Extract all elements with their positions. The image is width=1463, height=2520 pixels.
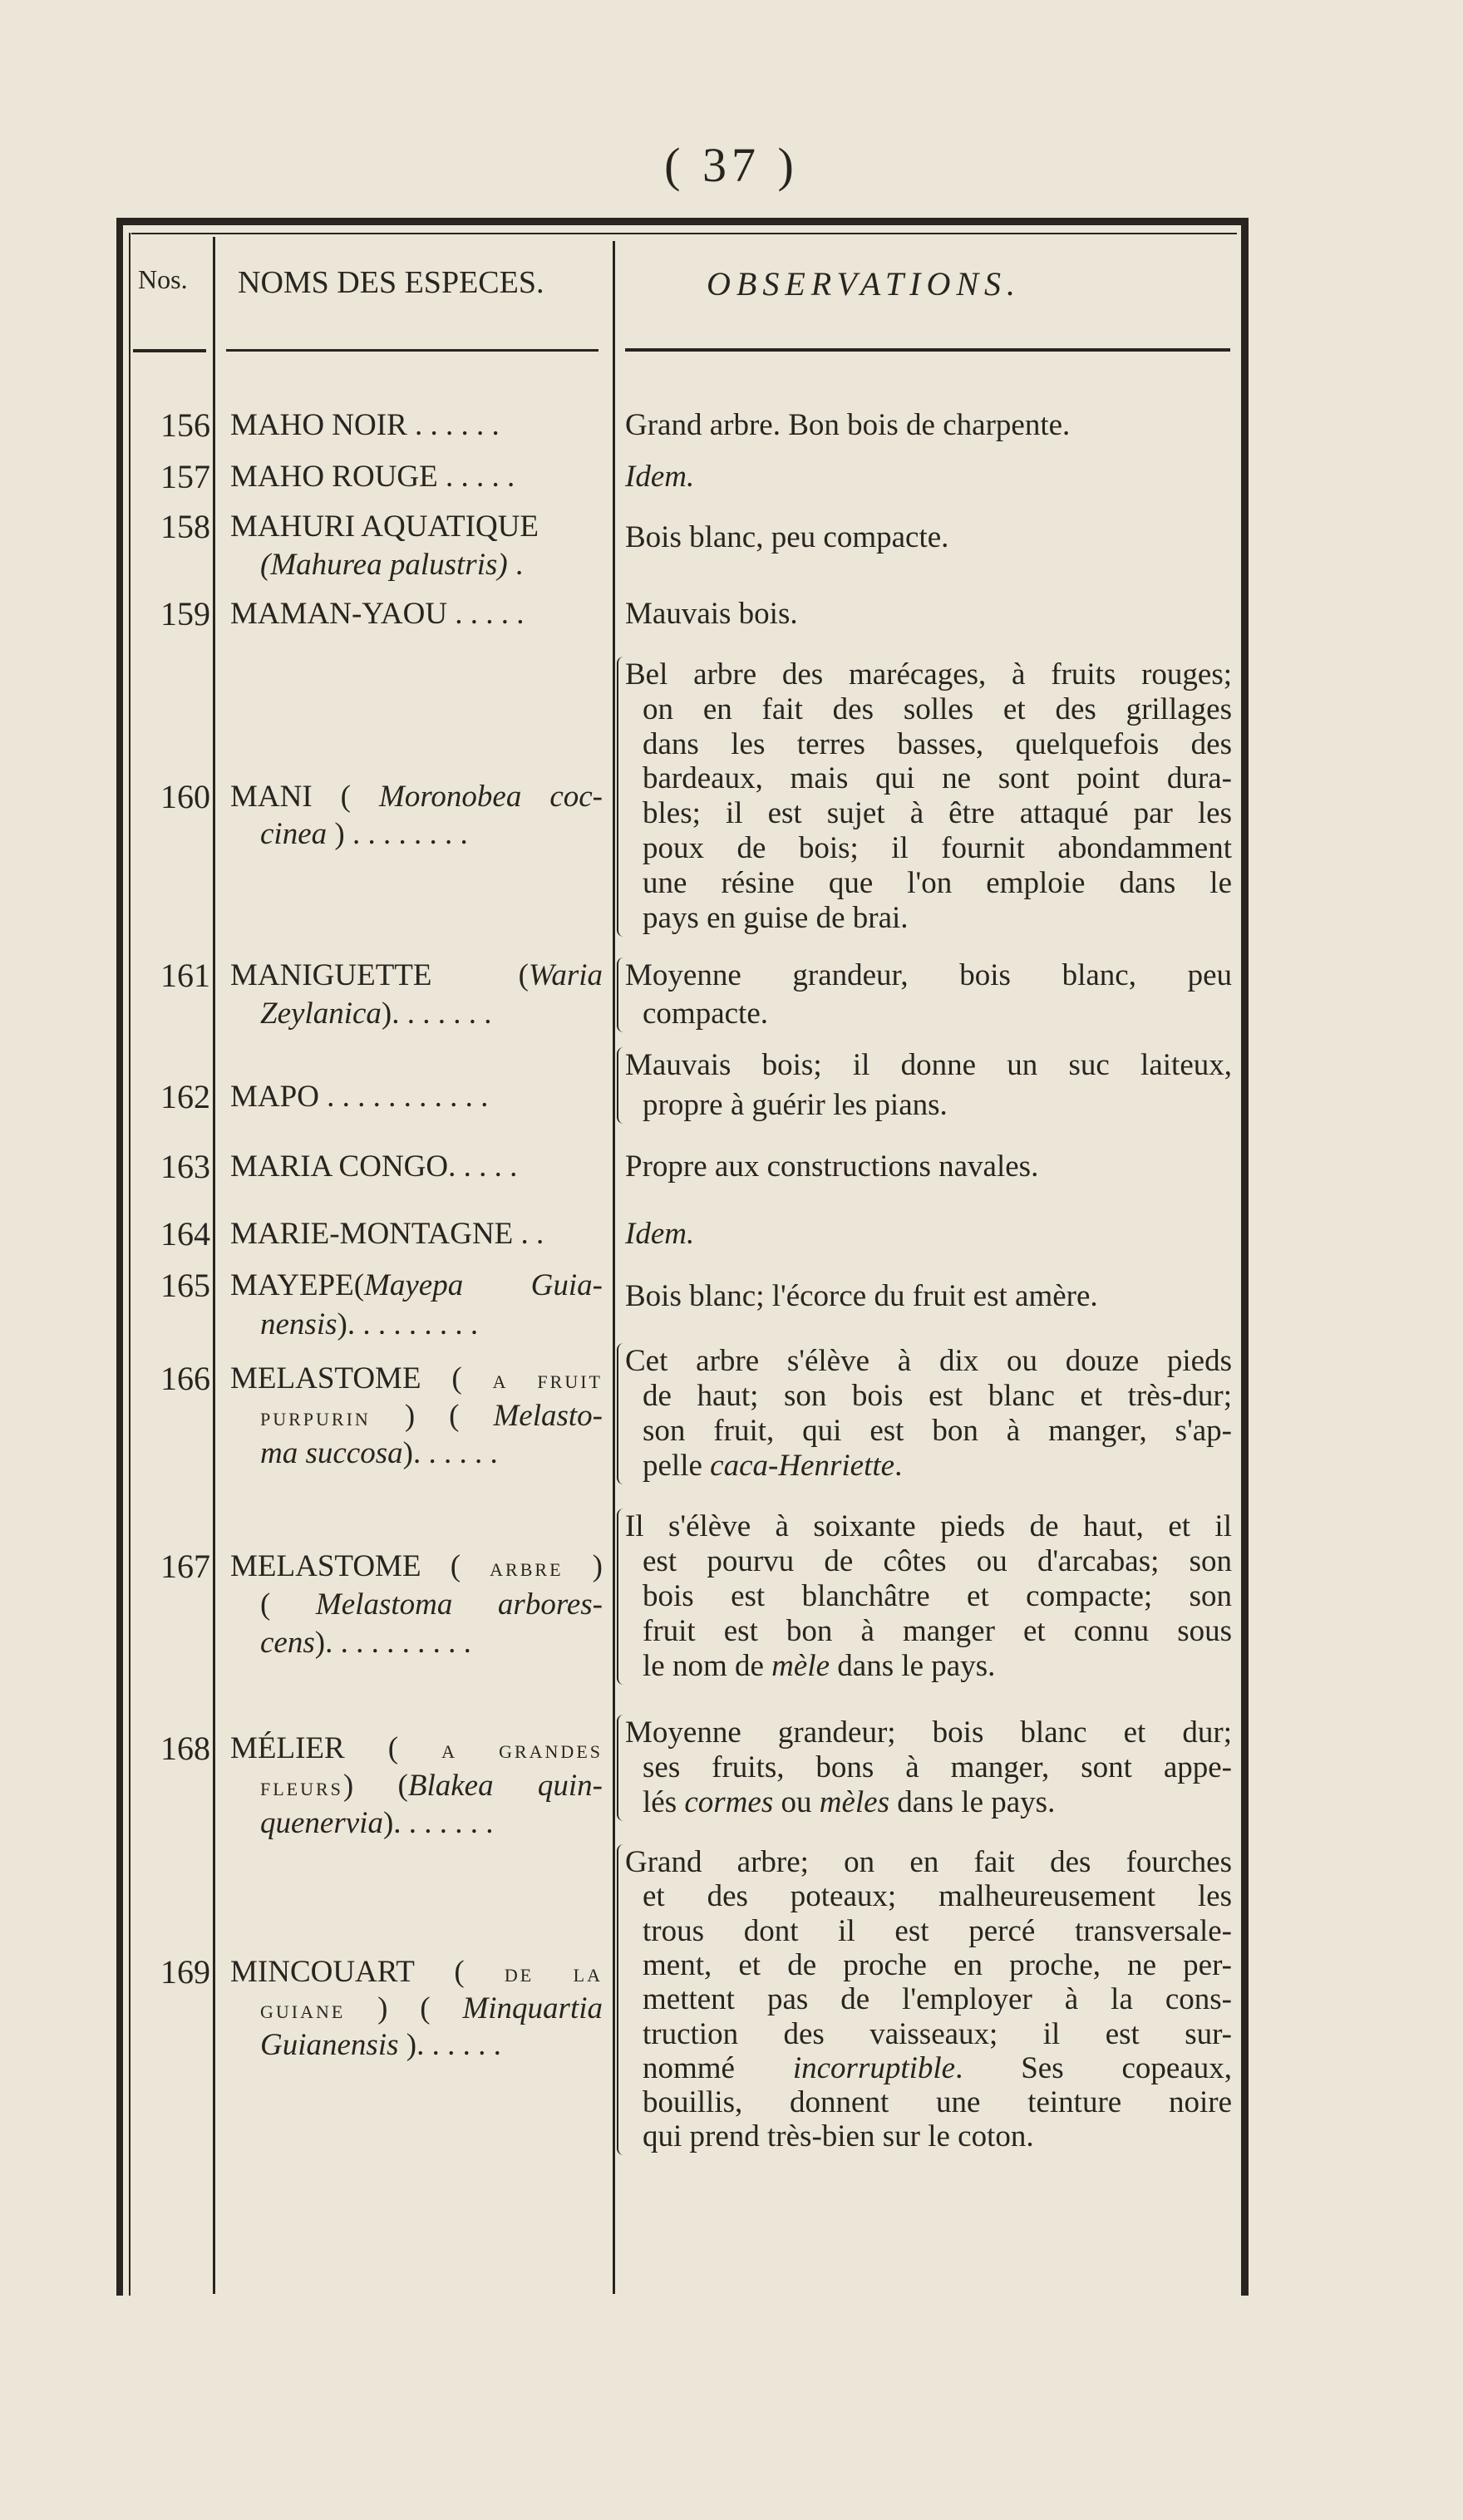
observation-line [625, 1215, 1232, 1253]
species-name-line [230, 1215, 603, 1253]
text-segment: MARIE-MONTAGNE . . [230, 1217, 544, 1251]
text-segment: est pourvu de côtes ou d'arcabas; son [643, 1544, 1232, 1578]
row-number: 156 [160, 406, 210, 444]
observation-line [643, 1878, 1232, 1916]
text-segment: de haut; son bois est blanc et très-dur; [643, 1379, 1232, 1413]
text-segment: et des poteaux; malheureusement les [643, 1879, 1232, 1914]
row-number: 158 [160, 508, 210, 545]
observation-line [625, 1277, 1232, 1316]
text-segment: propre à guérir les pians. [643, 1088, 948, 1122]
text-segment: GUIANE [260, 2001, 346, 2022]
column-divider-2 [613, 241, 615, 2294]
text-segment: A GRANDES [441, 1741, 603, 1762]
text-segment: Grand arbre. Bon bois de charpente. [625, 408, 1071, 442]
species-name-line [260, 995, 603, 1033]
observation-line [625, 406, 1232, 445]
text-segment: dans le pays. [830, 1649, 996, 1683]
row-number: 163 [160, 1148, 210, 1185]
row-number: 166 [160, 1360, 210, 1397]
species-name-line [230, 1730, 603, 1771]
species-name-line [230, 1360, 603, 1401]
text-segment: mèles [819, 1785, 889, 1819]
text-segment: ). . . . . . [402, 1436, 498, 1470]
text-segment: ment, et de proche en proche, ne per- [643, 1947, 1232, 1982]
row-number: 162 [160, 1078, 210, 1115]
species-name-line [230, 1548, 603, 1589]
species-name-line [230, 595, 603, 633]
species-name-line [260, 1804, 603, 1843]
text-segment: ). . . . . . . [381, 997, 492, 1031]
text-segment: MAHURI AQUATIQUE [230, 509, 539, 544]
observation-line [643, 2016, 1232, 2054]
text-segment: MAPO . . . . . . . . . . . [230, 1080, 489, 1114]
observation-line [625, 656, 1232, 694]
table-top-rule [116, 218, 1249, 225]
observation-line [643, 1612, 1232, 1651]
text-segment: Idem. [625, 460, 695, 494]
row-number: 160 [160, 778, 210, 815]
text-segment: trous dont il est percé transversale- [643, 1913, 1232, 1948]
observation-line [643, 995, 1232, 1033]
text-segment: Bel arbre des marécages, à fruits rouges; [625, 657, 1232, 692]
text-segment: quenervia [260, 1806, 383, 1840]
species-name-line [230, 508, 603, 546]
species-name-line [260, 1767, 603, 1809]
species-name-line [230, 406, 603, 445]
text-segment: ). . . . . . [398, 2028, 501, 2062]
text-segment: pelle [643, 1449, 711, 1483]
row-number: 164 [160, 1215, 210, 1253]
text-segment: MINCOUART ( [230, 1955, 505, 1989]
observation-line [643, 691, 1232, 729]
text-segment: mettent pas de l'employer à la cons- [643, 1982, 1232, 2017]
column-divider-1 [213, 237, 215, 2294]
text-segment: . [894, 1449, 903, 1483]
text-segment: Mauvais bois. [625, 597, 798, 631]
text-segment: Bois blanc; l'écorce du fruit est amère. [625, 1279, 1098, 1313]
text-segment: cinea [260, 817, 328, 851]
text-segment: (Mahurea palustris) [260, 548, 508, 582]
observation-line [625, 1843, 1232, 1882]
text-segment: on en fait des solles et des grillages [643, 692, 1232, 726]
text-segment: Idem. [625, 1217, 695, 1251]
observation-line [625, 1342, 1232, 1381]
observation-line [643, 1947, 1232, 1985]
text-segment: Propre aux constructions navales. [625, 1149, 1039, 1184]
text-segment: nommé [643, 2050, 793, 2085]
text-segment: Zeylanica [260, 997, 382, 1031]
text-segment: dans le pays. [889, 1785, 1056, 1819]
species-name-line [230, 778, 603, 816]
table-left-inner [129, 233, 131, 2296]
observation-line [643, 1086, 1232, 1125]
table-right-border [1241, 218, 1249, 2296]
observation-line [643, 864, 1232, 903]
observation-line [643, 1981, 1232, 2019]
text-segment: bois est blanchâtre et compacte; son [643, 1579, 1232, 1613]
row-number: 161 [160, 957, 210, 994]
species-name-line [260, 2026, 603, 2065]
row-number: 159 [160, 595, 210, 632]
text-segment: A FRUIT [492, 1371, 603, 1392]
text-segment: Moyenne grandeur; bois blanc et dur; [625, 1715, 1232, 1750]
text-segment: le nom de [643, 1649, 772, 1683]
text-segment: Melastoma arbores- [315, 1587, 603, 1622]
text-segment: FLEURS [260, 1779, 343, 1799]
species-name-line [260, 1397, 603, 1439]
observation-line [643, 1577, 1232, 1616]
observation-line [643, 1912, 1232, 1951]
text-segment: ) [563, 1549, 603, 1583]
text-segment: Minquartia [462, 1991, 603, 2025]
text-segment: ) ( [345, 1991, 463, 2025]
text-segment: pays en guise de brai. [643, 900, 909, 935]
text-segment: ). . . . . . . . . . [314, 1626, 471, 1660]
observation-line [643, 1412, 1232, 1450]
species-name-line [230, 1078, 603, 1116]
text-segment: ARBRE [490, 1559, 564, 1580]
text-segment: MARIA CONGO. . . . . [230, 1149, 518, 1184]
text-segment: bardeaux, mais qui ne sont point dura- [643, 761, 1232, 796]
observation-line [643, 795, 1232, 833]
observation-line [643, 760, 1232, 798]
text-segment: MANIGUETTE ( [230, 958, 529, 992]
brace [617, 1509, 623, 1685]
observation-line [643, 829, 1232, 868]
header-rule-2 [226, 349, 598, 352]
text-segment: une résine que l'on emploie dans le [643, 865, 1232, 900]
brace [617, 1715, 623, 1821]
observation-line [625, 595, 1232, 633]
text-segment: Bois blanc, peu compacte. [625, 520, 949, 554]
header-rule-3 [625, 348, 1230, 352]
text-segment: . [507, 548, 524, 582]
observation-line [625, 1508, 1232, 1546]
header-rule-1 [133, 349, 206, 352]
text-segment: . Ses copeaux, [955, 2050, 1232, 2085]
text-segment: Moronobea coc- [379, 780, 603, 814]
species-name-line [230, 1267, 603, 1305]
text-segment: bles; il est sujet à être attaqué par les [643, 796, 1232, 831]
text-segment: Blakea quin- [407, 1769, 603, 1803]
species-name-line [260, 1435, 603, 1473]
row-number: 168 [160, 1730, 210, 1767]
species-name-line [260, 1306, 603, 1344]
text-segment: MAYEPE( [230, 1268, 365, 1302]
table-top-inner-rule [131, 233, 1237, 234]
row-number: 169 [160, 1953, 210, 1991]
text-segment: ). . . . . . . [382, 1806, 494, 1840]
text-segment: DE LA [504, 1965, 603, 1986]
observation-line [643, 726, 1232, 764]
text-segment: fruit est bon à manger et connu sous [643, 1614, 1232, 1648]
species-name-line [260, 1624, 603, 1662]
observation-line [643, 1543, 1232, 1581]
text-segment: ) ( [370, 1399, 494, 1433]
species-name-line [230, 957, 603, 995]
observation-line [643, 899, 1232, 938]
text-segment: son fruit, qui est bon à manger, s'ap- [643, 1414, 1232, 1448]
text-segment: cormes [684, 1785, 774, 1819]
text-segment: Guianensis [260, 2028, 399, 2062]
observation-line [643, 1647, 1232, 1686]
observation-line [643, 1447, 1232, 1485]
text-segment: Cet arbre s'élève à dix ou douze pieds [625, 1344, 1232, 1378]
observation-line [625, 1148, 1232, 1186]
species-name-line [230, 458, 603, 496]
table-left-border [116, 218, 123, 2296]
text-segment: MELASTOME ( [230, 1549, 490, 1583]
brace [617, 1047, 623, 1124]
species-name-line [260, 1990, 603, 2031]
species-name-line [260, 546, 603, 584]
text-segment: nensis [260, 1307, 337, 1341]
brace [617, 1844, 623, 2155]
species-name-line [260, 1586, 603, 1624]
text-segment: Mayepa Guia- [364, 1268, 603, 1302]
text-segment: MAHO NOIR . . . . . . [230, 408, 500, 442]
header-observations: OBSERVATIONS. [707, 265, 1022, 303]
text-segment: poux de bois; il fournit abondamment [643, 831, 1232, 865]
header-number: Nos. [138, 264, 188, 294]
brace [617, 957, 623, 1032]
observation-line [643, 1784, 1232, 1822]
text-segment: PURPURIN [260, 1409, 371, 1430]
text-segment: caca-Henriette [710, 1449, 895, 1483]
observation-line [625, 1714, 1232, 1752]
species-name-line [230, 1148, 603, 1186]
observation-line [643, 1377, 1232, 1415]
text-segment: ) ( [342, 1769, 408, 1803]
brace [617, 657, 623, 937]
page-number: ( 37 ) [664, 138, 799, 192]
observation-line [625, 1046, 1232, 1085]
observation-line [643, 1749, 1232, 1787]
observation-line [643, 2050, 1232, 2088]
text-segment: Mauvais bois; il donne un suc laiteux, [625, 1048, 1232, 1082]
text-segment: bouillis, donnent une teinture noire [643, 2085, 1232, 2120]
text-segment: incorruptible [792, 2050, 956, 2085]
text-segment: Waria [528, 958, 603, 992]
text-segment: mèle [771, 1649, 830, 1683]
text-segment: lés [643, 1785, 685, 1819]
text-segment: MAHO ROUGE . . . . . [230, 460, 515, 494]
text-segment: ) . . . . . . . . [327, 817, 468, 851]
text-segment: Moyenne grandeur, bois blanc, peu [625, 958, 1232, 992]
row-number: 165 [160, 1267, 210, 1304]
text-segment: Grand arbre; on en fait des fourches [625, 1845, 1232, 1879]
species-name-line [230, 1953, 603, 1995]
text-segment: ses fruits, bons à manger, sont appe- [643, 1750, 1232, 1784]
row-number: 157 [160, 458, 210, 495]
header-names: NOMS DES ESPECES. [238, 265, 544, 300]
brace [617, 1343, 623, 1484]
observation-line [625, 458, 1232, 496]
text-segment: Melasto- [493, 1399, 603, 1433]
text-segment: ). . . . . . . . . [337, 1307, 479, 1341]
text-segment: truction des vaisseaux; il est sur- [643, 2016, 1232, 2051]
text-segment: compacte. [643, 997, 768, 1031]
row-number: 167 [160, 1548, 210, 1585]
text-segment: dans les terres basses, quelquefois des [643, 726, 1232, 761]
text-segment: MÉLIER ( [230, 1731, 442, 1765]
text-segment: ( [260, 1587, 316, 1622]
text-segment: MELASTOME ( [230, 1361, 493, 1395]
observation-line [643, 2084, 1232, 2122]
text-segment: cens [260, 1626, 315, 1660]
text-segment: ou [773, 1785, 820, 1819]
text-segment: MANI ( [230, 780, 380, 814]
text-segment: ma succosa [260, 1436, 403, 1470]
species-name-line [260, 815, 603, 854]
text-segment: qui prend très-bien sur le coton. [643, 2119, 1034, 2154]
text-segment: Il s'élève à soixante pieds de haut, et il [625, 1509, 1232, 1543]
observation-line [625, 957, 1232, 995]
observation-line [643, 2118, 1232, 2156]
observation-line [625, 519, 1232, 557]
text-segment: MAMAN-YAOU . . . . . [230, 597, 525, 631]
